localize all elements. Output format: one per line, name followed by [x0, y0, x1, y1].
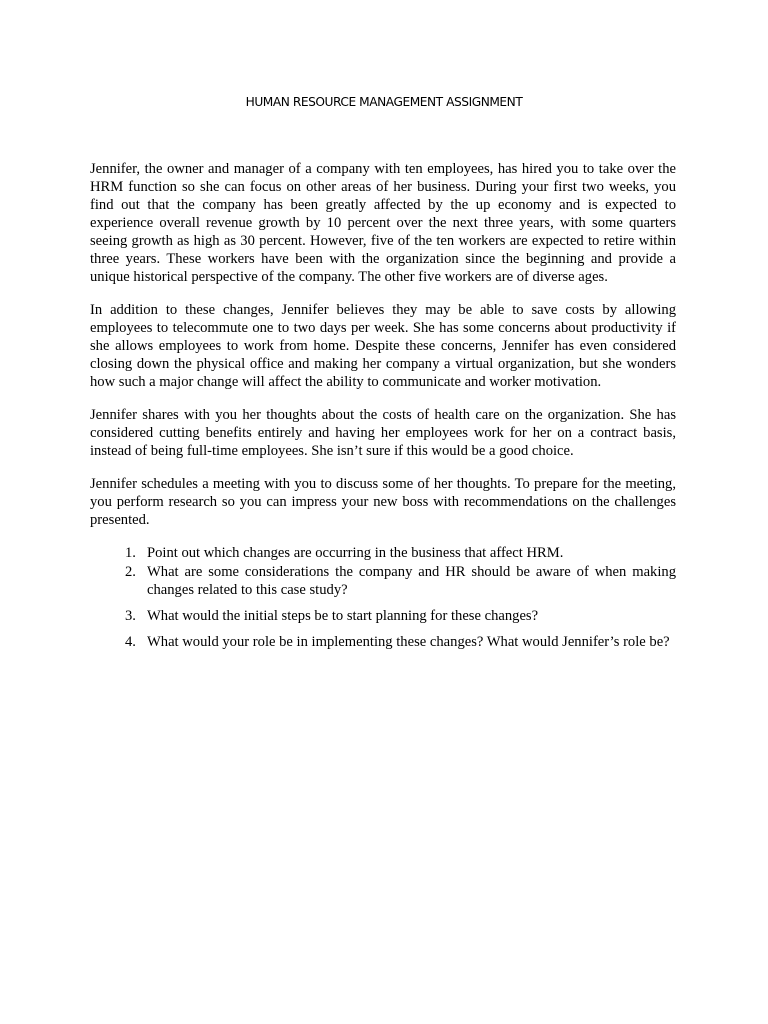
question-number: 1.	[125, 545, 136, 561]
question-item-3	[90, 607, 676, 625]
question-number: 4.	[125, 634, 136, 650]
question-number: 2.	[125, 564, 136, 580]
document-body	[90, 160, 676, 651]
question-text: Point out which changes are occurring in the business that affect HRM.	[147, 545, 564, 561]
document-title: HUMAN RESOURCE MANAGEMENT ASSIGNMENT	[245, 95, 523, 109]
question-text: What are some considerations the company and HR should be aware of when making changes related to this case study?	[147, 564, 676, 598]
question-item-1	[90, 544, 676, 562]
question-item-2	[90, 563, 676, 599]
question-text: What would your role be in implementing these changes? What would Jennifer’s role be?	[147, 634, 670, 650]
paragraph-4: Jennifer schedules a meeting with you to discuss some of her thoughts. To prepare for the meeting, you perform research so you can impress your new boss with recommendations on the challenges presented.	[90, 476, 676, 528]
paragraph-1: Jennifer, the owner and manager of a company with ten employees, has hired you to take over the HRM function so she can focus on other areas of her business. During your first two weeks, you find out that the company has been greatly affected by the up economy and is expected to experience overall revenue growth by 10 percent over the next three years, with some quarters seeing growth as high as 30 percent. However, five of the ten workers are expected to retire within three years. These workers have been with the organization since the beginning and provide a unique historical perspective of the company. The other five workers are of diverse ages.	[90, 161, 676, 285]
question-number: 3.	[125, 608, 136, 624]
paragraph-2: In addition to these changes, Jennifer believes they may be able to save costs by allowing employees to telecommute one to two days per week. She has some concerns about productivity if she allows employees to work from home. Despite these concerns, Jennifer has even considered closing down the physical office and making her company a virtual organization, but she wonders how such a major change will affect the ability to communicate and worker motivation.	[90, 302, 676, 390]
paragraph-3: Jennifer shares with you her thoughts about the costs of health care on the organization. She has considered cutting benefits entirely and having her employees work for her on a contract basis, instead of being full-time employees. She isn’t sure if this would be a good choice.	[90, 407, 676, 459]
question-text: What would the initial steps be to start planning for these changes?	[147, 608, 539, 624]
question-list	[90, 544, 676, 651]
question-item-4	[90, 633, 676, 651]
